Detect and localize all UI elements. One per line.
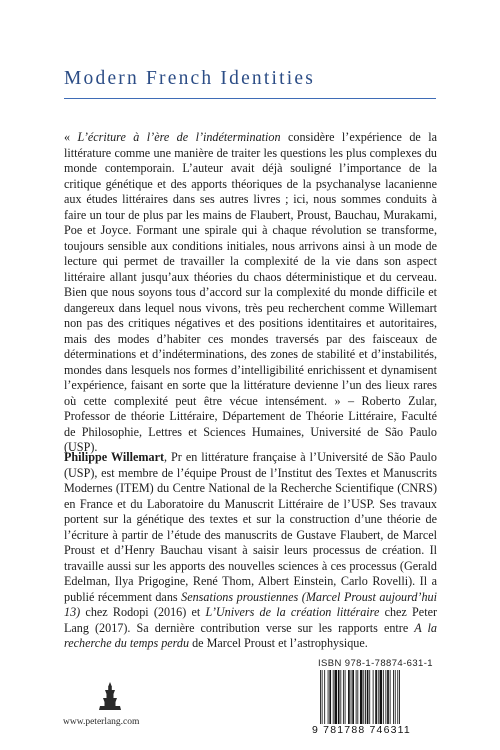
- blurb-paragraph: [64, 130, 437, 456]
- barcode-digits: 9 781788 746311: [312, 724, 411, 736]
- bio-title-3: A la recherche du temps perdu: [64, 620, 437, 650]
- blurb-body: considère l’expérience de la littérature comme une manière de traiter les questions les plus complexes du monde contemporain. L’auteur avait déjà souligné l’importance de la critique génétique et des apports théoriques de la psychanalyse lacanienne aux études littéraires dans ses autres livres ; ici, nous sommes conduits à faire un tour de plus par les mains de Flaubert, Proust, Bauchau, Murakami, Poe et Joyce. Formant une spirale qui à chaque révolution se transforme, toujours sensible aux conditions initiales, nous arrivons ainsi à un mode de lecture qui permet de travailler la complexité de la vie dans son aspect littéraire allant jusqu’aux théories du chaos déterministique et du cerveau. Bien que nous soyons tous d’accord sur la complexité du monde difficile et dangereux dans lequel nous vivons, très peu recherchent comme Willemart non pas des critiques négatives et des positions identitaires et autoritaires, mais des modes d’habiter ces mondes traversés par des faisceaux de déterminations et d’indéterminations, des zones de stabilité et d’instabilités, mondes dans lesquels nos formes d’intelligibilité enrichissent et dynamisent l’expérience, faisant en sorte que la littérature devienne l’un des lieux rares où cette complexité peut être vécue intensément. » – Roberto Zular, Professor de théorie Littéraire, Département de Théorie Littéraire, Faculté de Philosophie, Lettres et Sciences Humaines, Université de São Paulo (USP).: [64, 130, 438, 454]
- bio-title-1: Sensations proustiennes (Marcel Proust aujourd’hui 13): [64, 589, 437, 619]
- blurb-open-quote: «: [64, 130, 78, 144]
- bio-text-1: , Pr en littérature française à l’Université de São Paulo (USP), est membre de l’équipe Proust de l’Institut des Textes et Manuscrits Modernes (ITEM) du Centre National de la Recherche Scientifique (CNRS) en France et du Laboratoire du Manuscrit Littéraire de l’USP. Ses travaux portent sur la génétique des textes et sur la construction d’une théorie de l’écriture à partir de l’étude des manuscrits de Gustave Flaubert, de Marcel Proust et d’Henry Bauchau visant à saisir leurs processus de création. Il travaille aussi sur les apports des nouvelles sciences à ces processus (Gerald Edelman, Ilya Prigogine, René Thom, Albert Einstein, Carlo Rovelli). Il a publié récemment dans: [64, 450, 437, 604]
- publisher-website: www.peterlang.com: [63, 717, 140, 727]
- title-rule: [64, 98, 436, 99]
- peter-lang-tower-icon: [97, 681, 123, 711]
- isbn-label: ISBN 978-1-78874-631-1: [318, 658, 433, 669]
- bio-text-3: chez Peter Lang (2017). Sa dernière contribution verse sur les rapports entre: [64, 605, 438, 635]
- bio-text-4: de Marcel Proust et l’astrophysique.: [189, 636, 368, 650]
- bio-text-2: chez Rodopi (2016) et: [80, 605, 206, 619]
- series-title: Modern French Identities: [64, 68, 315, 89]
- barcode: [318, 670, 440, 724]
- bio-title-2: L’Univers de la création littéraire: [205, 605, 380, 619]
- author-name: Philippe Willemart: [64, 450, 165, 464]
- author-bio: [64, 450, 437, 652]
- blurb-book-title: L’écriture à l’ère de l’indétermination: [77, 130, 281, 144]
